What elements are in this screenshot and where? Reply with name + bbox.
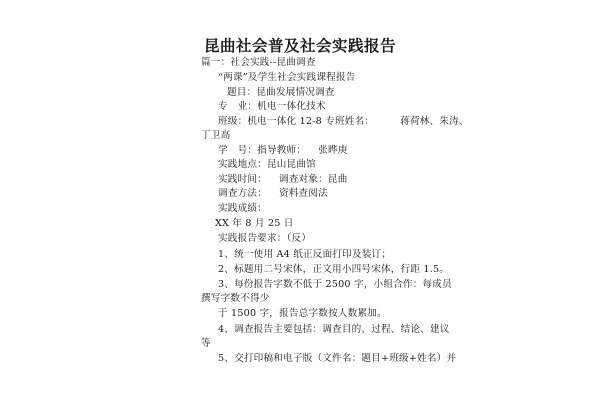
text-line: 实践报告要求：（反） (218, 233, 312, 244)
text-segment: 班级：机电一体化 12-8 专班姓名： (218, 116, 375, 127)
text-line: XX 年 8 月 25 日 (215, 218, 294, 229)
text-line (218, 116, 469, 128)
text-line (218, 145, 348, 157)
text-segment: 资料查阅法 (278, 188, 328, 199)
text-segment: 调查对象：昆曲 (278, 174, 348, 185)
text-line: 专 业：机电一体化技术 (218, 101, 326, 112)
text-line: 4、调查报告主要包括：调查目的、过程、结论、建议 (218, 324, 450, 335)
text-segment: 调查方法： (218, 188, 267, 199)
text-line: 篇一：社会实践--昆曲调查 (201, 57, 316, 68)
text-line: 丁卫高 (201, 130, 231, 141)
text-line: 实践地点：昆山昆曲馆 (218, 159, 316, 170)
text-line: 等 (201, 338, 211, 349)
text-line: 于 1500 字，报告总字数按人数累加。 (218, 308, 387, 319)
text-line: 5、交打印稿和电子版（文件名：题目+班级+姓名）并 (218, 353, 457, 364)
text-line: “两课”及学生社会实践课程报告 (218, 72, 356, 83)
text-segment: 实践时间： (218, 174, 267, 185)
text-line: 3、每份报告字数不低于 2500 字，小组合作：每成员 (218, 279, 452, 290)
text-segment: 学 号：指导教师： (218, 145, 307, 156)
text-line: 实践成绩： (218, 203, 267, 214)
text-line (218, 174, 348, 186)
text-segment: 蒋荷林、朱涛、 (400, 116, 469, 127)
text-line: 1、统一使用 A4 纸正反面打印及装订； (218, 249, 392, 260)
text-segment: 张晔庚 (318, 145, 348, 156)
text-line: 题目：昆曲发展情况调查 (227, 87, 335, 98)
text-line: 撰写字数不得少 (201, 293, 270, 304)
document-title: 昆曲社会普及社会实践报告 (203, 37, 396, 55)
text-line (218, 188, 328, 200)
text-line: 2、标题用二号宋体，正文用小四号宋体，行距 1.5。 (218, 264, 450, 275)
